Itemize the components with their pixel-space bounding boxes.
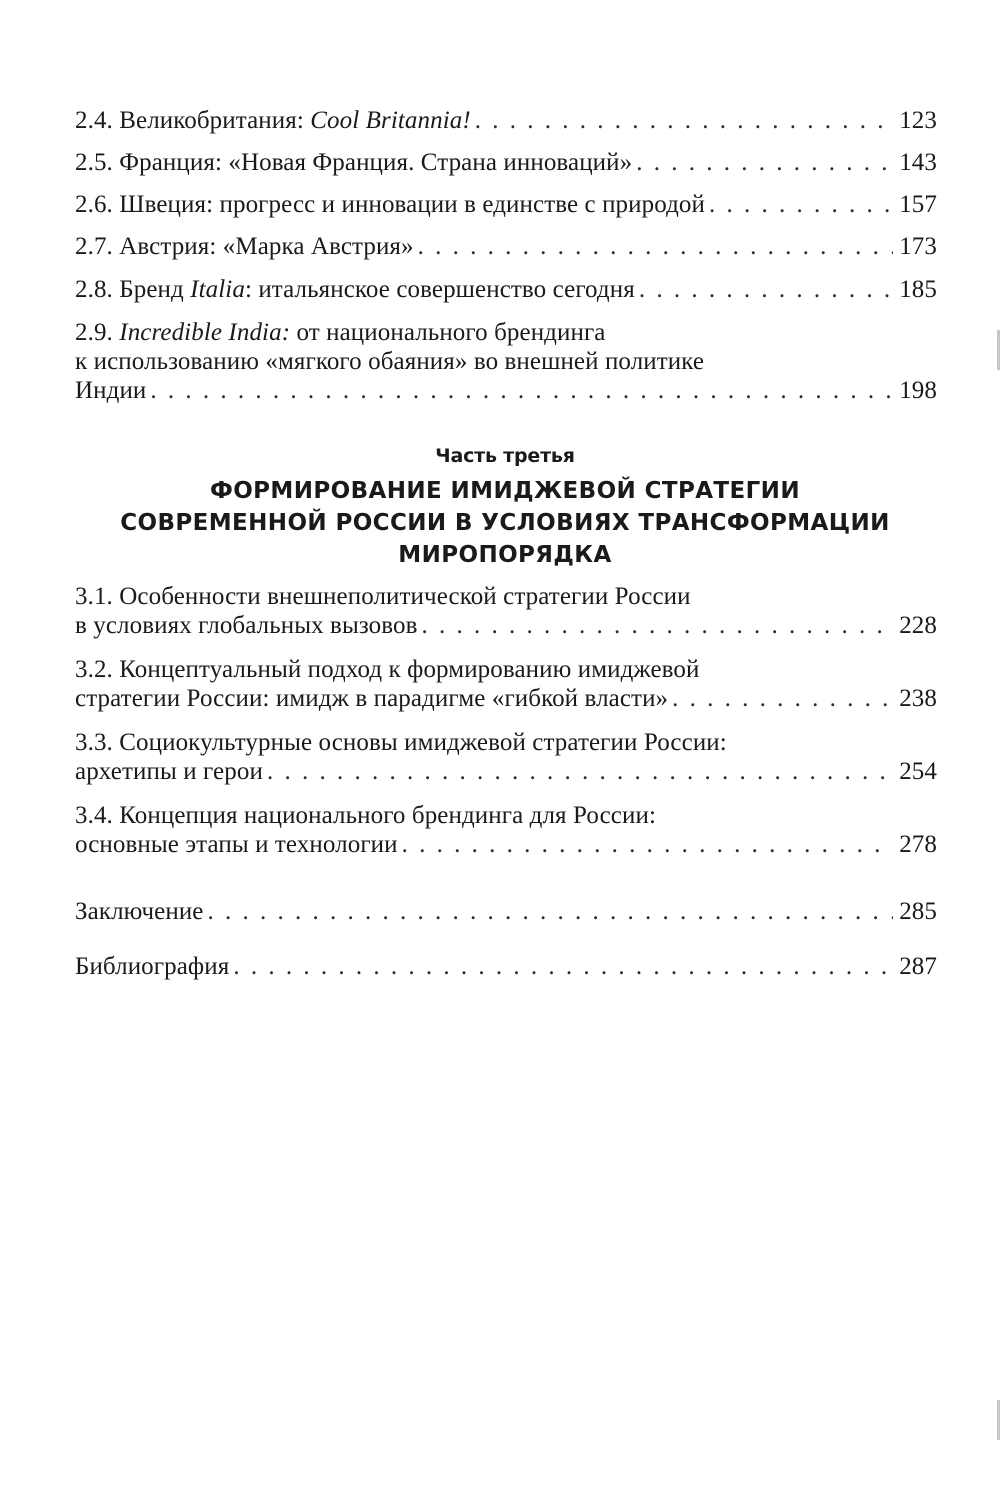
toc-entry-title-line: к использованию «мягкого обаяния» во внешней политике [75,348,705,375]
toc-page-number: 185 [899,276,937,303]
toc-entry-title-line: архетипы и герои [75,758,263,785]
toc-page-number: 285 [899,898,937,925]
toc-page-number: 254 [899,758,937,785]
toc-entry-2-8[interactable] [75,275,937,304]
toc-entry-3-1[interactable] [75,582,937,640]
toc-entry-title-line: 3.1. Особенности внешнеполитической стратегии России [75,583,691,610]
toc-page-number: 198 [899,377,937,404]
leader-dots [208,897,894,926]
toc-entry-title-line: в условиях глобальных вызовов [75,612,418,639]
toc-entry-2-9[interactable] [75,318,937,405]
leader-dots [672,684,893,713]
toc-page-number: 278 [899,831,937,858]
leader-dots [639,275,893,304]
toc-entry-title: Библиография [75,953,230,980]
toc-entry-title-line: стратегии России: имидж в парадигме «гибкой власти» [75,685,669,712]
toc-entry-title: 2.4. Великобритания: Cool Britannia! [75,107,471,134]
toc-entry-title-line: 3.2. Концептуальный подход к формированию имиджевой [75,656,700,683]
toc-entry-3-3[interactable] [75,728,937,786]
toc-entry-title: 2.7. Австрия: «Марка Австрия» [75,233,414,260]
toc-entry-3-4[interactable] [75,801,937,859]
toc-page-number: 228 [899,612,937,639]
toc-entry-title: 2.5. Франция: «Новая Франция. Страна инноваций» [75,149,633,176]
part-title [100,475,910,571]
toc-entry-2-4[interactable] [75,106,937,135]
toc-page-number: 123 [899,107,937,134]
toc-entry-title: 2.8. Бренд Italia: итальянское совершенство сегодня [75,276,635,303]
part-title-line: ФОРМИРОВАНИЕ ИМИДЖЕВОЙ СТРАТЕГИИ [210,478,800,504]
part-title-line: СОВРЕМЕННОЙ РОССИИ В УСЛОВИЯХ ТРАНСФОРМАЦИИ [120,510,890,536]
leader-dots [402,830,894,859]
toc-entry-title: 2.6. Швеция: прогресс и инновации в единстве с природой [75,191,706,218]
toc-entry-2-6[interactable] [75,190,937,219]
toc-page-number: 157 [899,191,937,218]
leader-dots [636,148,893,177]
leader-dots [709,190,893,219]
toc-entry-bibliography[interactable] [75,952,937,981]
toc-entry-title: Заключение [75,898,204,925]
toc-entry-title-line: 3.3. Социокультурные основы имиджевой стратегии России: [75,729,727,756]
toc-entry-conclusion[interactable] [75,897,937,926]
leader-dots [475,106,893,135]
toc-page-number: 287 [899,953,937,980]
toc-entry-2-7[interactable] [75,232,937,261]
leader-dots [422,611,894,640]
toc-page-number: 143 [899,149,937,176]
leader-dots [267,757,893,786]
toc-entry-title-line: 2.9. Incredible India: от национального брендинга [75,319,606,346]
toc-entry-title-line: 3.4. Концепция национального брендинга для России: [75,802,657,829]
toc-entry-2-5[interactable] [75,148,937,177]
toc-entry-3-2[interactable] [75,655,937,713]
leader-dots [233,952,893,981]
leader-dots [150,376,893,405]
part-label: Часть третья [435,445,575,467]
toc-page-number: 238 [899,685,937,712]
toc-page-number: 173 [899,233,937,260]
toc-entry-title-line: основные этапы и технологии [75,831,398,858]
leader-dots [418,232,894,261]
toc-entry-title-line: Индии [75,377,147,404]
part-title-line: МИРОПОРЯДКА [398,542,612,568]
